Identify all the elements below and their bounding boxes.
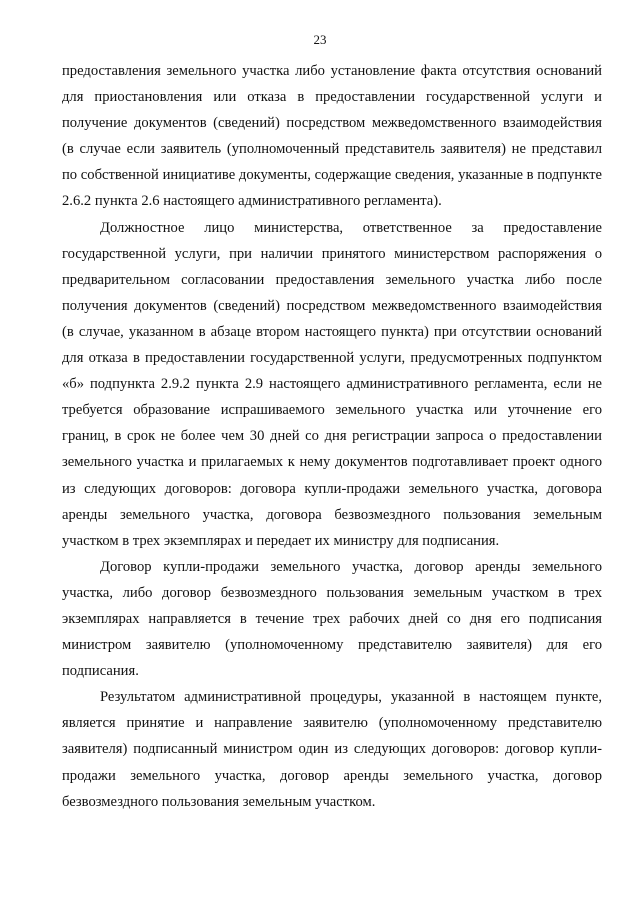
paragraph-official-duties: Должностное лицо министерства, ответственное за предоставление государственной услуги, при наличии принятого министерством распоряжения о предварительном согласовании предоставления земельного участка либо после получения документов (сведений) посредством межведомственного взаимодействия (в случае, указанном в абзаце втором настоящего пункта) при отсутствии оснований для отказа в предоставлении государственной услуги, предусмотренных подпунктом «б» подпункта 2.9.2 пункта 2.9 настоящего административного регламента, если не требуется образование испрашиваемого земельного участка или уточнение его границ, в срок не более чем 30 дней со дня регистрации запроса о предоставлении земельного участка и прилагаемых к нему документов подготавливает проект одного из следующих договоров: договора купли-продажи земельного участка, договора аренды земельного участка, договора безвозмездного пользования земельным участком в трех экземплярах и передает их министру для подписания. (62, 219, 602, 549)
document-body (62, 58, 602, 815)
paragraph-contract-delivery: Договор купли-продажи земельного участка, договор аренды земельного участка, либо договор безвозмездного пользования земельным участком в трех экземплярах направляется в течение трех рабочих дней со дня его подписания министром заявителю (уполномоченному представителю заявителя) для его подписания. (62, 558, 602, 680)
page-number: 23 (313, 32, 327, 47)
paragraph-continuation: предоставления земельного участка либо установление факта отсутствия оснований для приостановления или отказа в предоставлении государственной услуги и получение документов (сведений) посредством межведомственного взаимодействия (в случае если заявитель (уполномоченный представитель заявителя) не представил по собственной инициативе документы, содержащие сведения, указанные в подпункте 2.6.2 пункта 2.6 настоящего административного регламента). (62, 63, 602, 210)
paragraph-procedure-result: Результатом административной процедуры, указанной в настоящем пункте, является принятие и направление заявителю (уполномоченному представителю заявителя) подписанный министром один из следующих договоров: договор купли-продажи земельного участка, договор аренды земельного участка, договор безвозмездного пользования земельным участком. (62, 689, 602, 810)
